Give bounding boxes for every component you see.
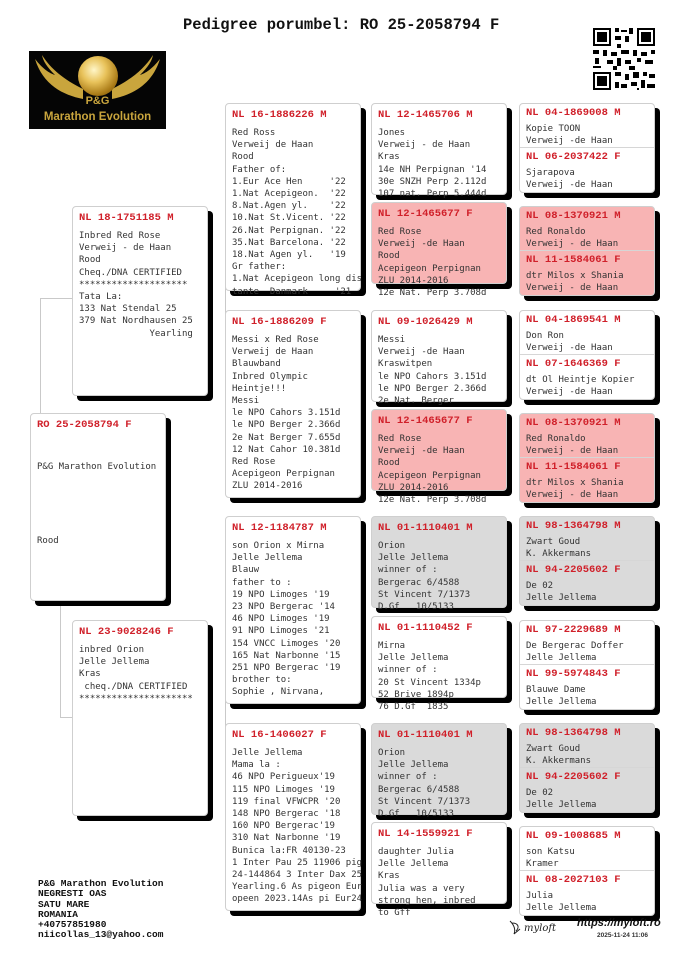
ring-number: NL 04-1869541 M [526,314,621,326]
detail-line: winner of : [378,565,438,576]
detail-line: son Orion x Mirna [232,541,325,551]
detail-line: le NPO Berger 2.366d [232,420,341,431]
detail-line: 19 NPO Limoges '19 [232,589,330,600]
detail-line: 10.Nat St.Vicent. '22 [232,213,346,224]
detail-line: Mirna [378,641,406,651]
card-details [526,787,648,811]
card-details [378,433,500,506]
detail-line: ZLU 2014-2016 [378,275,449,286]
detail-line: winner of : [378,772,438,783]
detail-line: Jelle Jellema [378,760,449,771]
card-details [232,540,354,699]
detail-line: Kopie TOON [526,124,581,134]
detail-line: Rood [378,458,400,469]
great-great-grandparent-pair [519,413,655,503]
detail-line: Messi [232,396,260,407]
detail-line: 310 Nat Narbonne '19 [232,833,341,844]
detail-line: 165 Nat Narbonne '15 [232,650,341,661]
detail-line: Rood [232,152,254,163]
detail-line: Rood [378,251,400,262]
great-grandparent-card[interactable] [371,310,507,407]
detail-line: Jelle Jellema [526,653,597,663]
ring-number: NL 12-1465706 M [378,109,473,121]
card-details [378,540,500,613]
detail-line: brother to: [232,675,292,686]
detail-line: Bunica la:FR 40130-23 [232,845,346,856]
ring-number: NL 01-1110452 F [378,622,473,634]
detail-line: 12e Nat. Perp 3.708d [378,495,487,506]
card-details [526,330,648,354]
detail-line: ********************* [79,693,193,704]
detail-line: Jelle Jellema [378,553,449,564]
card-details [526,743,648,767]
grandparent-card[interactable] [225,723,361,911]
detail-line: 133 Nat Stendal 25 [79,304,177,315]
detail-line: 8.Nat.Agen yl. '22 [232,201,346,212]
great-great-grandparent-card[interactable] [520,207,654,251]
detail-line: ******************** [79,279,188,290]
detail-line: St Vincent 7/1373 [378,589,471,600]
detail-line: Verweij -de Haan [526,387,613,397]
qr-code-icon [591,26,657,92]
detail-line: Red Ronaldo [526,227,586,237]
detail-line: daughter Julia [378,847,454,857]
detail-line: Don Ron [526,331,564,341]
card-details [526,433,648,457]
ring-number: NL 12-1465677 F [378,208,473,220]
card-details [378,640,500,713]
detail-line: 76 D.Gf 1835 [378,702,449,713]
connector-dam-gp [208,570,226,800]
detail-line: Kras [378,152,400,163]
detail-line: Verweij - de Haan [79,243,172,254]
detail-line: Verweij -de Haan [526,136,613,146]
detail-line: Julia was a very [378,883,465,894]
detail-line: 119 final VFWCPR '20 [232,796,341,807]
detail-line: ZLU 2014-2016 [378,482,449,493]
card-details [526,890,648,914]
detail-line: Acepigeon Perpignan [378,470,481,481]
myloft-wordmark: myloft [524,923,557,934]
detail-line: Verweij - de Haan [526,490,619,500]
detail-line: 1.Eur Ace Hen '22 [232,176,346,187]
detail-line: 46 NPO Limoges '19 [232,614,330,625]
ring-number: NL 09-1008685 M [526,830,621,842]
ring-number: NL 01-1110401 M [378,729,473,741]
ring-number: NL 94-2205602 F [526,771,621,783]
detail-line: Red Ronaldo [526,434,586,444]
ring-number: NL 04-1869008 M [526,107,621,119]
great-great-grandparent-card[interactable] [520,871,654,915]
detail-line: D.Gf 10/5133 [378,809,454,820]
ring-number: NL 97-2229689 M [526,624,621,636]
great-grandparent-card[interactable] [371,202,507,299]
subject-card[interactable] [30,413,166,601]
card-details [526,477,648,501]
ring-number: NL 12-1184787 M [232,522,327,534]
detail-line: winner of : [378,665,438,676]
ring-number: NL 14-1559921 F [378,828,473,840]
great-great-grandparent-pair [519,103,655,193]
detail-line: ZLU 2014-2016 [232,481,303,492]
ring-number: NL 01-1110401 M [378,522,473,534]
detail-line: Heintje!!! [232,383,287,394]
ring-number: NL 08-1370921 M [526,210,621,222]
ring-number: NL 16-1886209 F [232,316,327,328]
ring-number: NL 12-1465677 F [378,415,473,427]
detail-line: Inbred Olympic [232,371,308,382]
detail-line: K. Akkermans [526,549,592,559]
great-great-grandparent-pair [519,723,655,813]
detail-line: son Katsu [526,847,575,857]
detail-line: Rood [79,255,101,266]
great-great-grandparent-card[interactable] [520,724,654,768]
detail-line: Jelle Jellema [526,593,597,603]
detail-line: 154 VNCC Limoges '20 [232,638,341,649]
detail-line: Bergerac 6/4588 [378,784,460,795]
connector-subject-dam [60,600,72,718]
detail-line: K. Akkermans [526,756,592,766]
card-details [526,167,648,191]
detail-line: 251 NPO Bergerac '19 [232,663,341,674]
myloft-logo [508,917,568,937]
detail-line: 26.Nat Perpignan. '22 [232,225,346,236]
dam-card[interactable] [72,620,208,816]
detail-line: Zwart Goud [526,744,581,754]
detail-line: dt Ol Heintje Kopier [526,375,635,385]
card-details [79,230,201,340]
detail-line: Sophie , Nirvana, [232,687,325,698]
great-grandparent-card[interactable] [371,103,507,200]
detail-line: Verweij -de Haan [526,180,613,190]
detail-line: NEGRESTI OAS [38,888,107,900]
great-great-grandparent-pair [519,826,655,916]
detail-line: Acepigeon Perpignan [378,263,481,274]
detail-line: Blauw [232,565,260,576]
owner-address [38,879,163,941]
detail-line: Orion [378,748,406,758]
great-great-grandparent-card[interactable] [520,414,654,458]
detail-line: Tata La: [79,292,123,303]
connector-sire-gp [208,160,226,400]
detail-line: Father of: [232,164,287,175]
detail-line: Verweij -de Haan [526,343,613,353]
card-details [378,127,500,200]
detail-line: Blauwband [232,359,281,370]
detail-line: niicollas_13@yahoo.com [38,929,164,941]
detail-line: 2e Nat Berger 7.655d [232,432,341,443]
detail-line: 91 NPO Limoges '21 [232,626,330,637]
great-grandparent-card[interactable] [371,822,507,919]
ring-number: NL 94-2205602 F [526,564,621,576]
detail-line: Verweij - de Haan [526,239,619,249]
great-great-grandparent-card[interactable] [520,148,654,192]
detail-line: Red Rose [378,227,422,237]
detail-line: Verweij -de Haan [378,446,465,457]
detail-line: Jelle Jellema [526,903,597,913]
detail-line: Jones [378,128,406,138]
detail-line: 35.Nat Barcelona. '22 [232,237,346,248]
detail-line: 23 NPO Bergerac '14 [232,602,335,613]
detail-line: Blauwe Dame [526,685,586,695]
detail-line: Gr father: [232,262,287,273]
kennel-logo [29,51,166,129]
card-details [526,846,648,870]
detail-line: inbred Orion [79,645,145,655]
detail-line: 46 NPO Perigueux'19 [232,772,335,783]
great-great-grandparent-card[interactable] [520,251,654,295]
detail-line: strong hen, inbred [378,895,476,906]
detail-line: 18.Nat Agen yl. '19 [232,250,346,261]
detail-line: 148 NPO Bergerac '18 [232,809,341,820]
print-timestamp: 2025-11-24 11:06 [597,932,648,939]
detail-line: to Gff [378,908,411,919]
detail-line: Kras [79,669,101,680]
detail-line: Jelle Jellema [378,653,449,664]
logo-text-bottom: Marathon Evolution [43,111,152,123]
ring-number: NL 99-5974843 F [526,668,621,680]
detail-line: 24-144864 3 Inter Dax 25 [232,870,363,881]
detail-line: 1.Nat Acepigeon. '22 [232,189,346,200]
card-details [526,226,648,250]
ring-number: NL 09-1026429 M [378,316,473,328]
great-great-grandparent-card[interactable] [520,621,654,665]
detail-line: Verweij -de Haan [378,347,465,358]
card-details [79,644,201,705]
card-details [526,580,648,604]
logo-text-top: P&G [85,95,110,107]
detail-line: 30e SNZH Perp 2.112d [378,176,487,187]
detail-line: 12 Nat Cahor 10.381d [232,444,341,455]
page-title: Pedigree porumbel: RO 25-2058794 F [183,16,500,34]
great-grandparent-card[interactable] [371,723,507,820]
detail-line: 160 NPO Bergerac'19 [232,821,335,832]
ring-number: NL 08-1370921 M [526,417,621,429]
detail-line: father to : [232,577,292,588]
detail-line: cheq./DNA CERTIFIED [79,681,188,692]
detail-line: Verweij - de Haan [526,446,619,456]
ring-number: NL 18-1751185 M [79,212,174,224]
great-great-grandparent-card[interactable] [520,517,654,561]
detail-line: Inbred Red Rose [79,231,161,241]
detail-line: Red Rose [232,457,276,468]
detail-line: Red Rose [378,434,422,444]
connector-subject-sire [40,298,72,414]
great-great-grandparent-card[interactable] [520,768,654,812]
card-details [378,334,500,407]
great-grandparent-card[interactable] [371,616,507,713]
card-details [378,747,500,820]
great-great-grandparent-pair [519,206,655,296]
detail-line: 379 Nat Nordhausen 25 [79,316,193,327]
detail-line: P&G Marathon Evolution [37,462,157,473]
detail-line: le NPO Cahors 3.151d [232,408,341,419]
detail-line: Jelle Jellema [526,800,597,810]
ring-number: NL 98-1364798 M [526,727,621,739]
card-details [526,374,648,398]
detail-line: tante Danmark '21 [232,286,352,297]
detail-line: Verweij - de Haan [378,140,471,151]
detail-line: Verweij - de Haan [526,283,619,293]
ring-number: NL 11-1584061 F [526,254,621,266]
globe-icon [78,56,118,96]
detail-line: P&G Marathon Evolution [38,878,164,889]
detail-line: SATU MARE [38,898,90,910]
great-great-grandparent-pair [519,310,655,400]
card-details [526,536,648,560]
detail-line: le NPO Cahors 3.151d [378,371,487,382]
card-details [526,684,648,708]
detail-line: le NPO Berger 2.366d [378,383,487,394]
card-details [526,270,648,294]
detail-line: dtr Milos x Shania [526,271,624,281]
detail-line: Verweij de Haan [232,140,314,151]
detail-line: Yearling [79,328,193,339]
detail-line: Orion [378,541,406,551]
detail-line: D.Gf 10/5133 [378,602,454,613]
detail-line: Jelle Jellema [79,657,150,668]
detail-line: dtr Milos x Shania [526,478,624,488]
great-great-grandparent-card[interactable] [520,355,654,399]
great-great-grandparent-card[interactable] [520,311,654,355]
myloft-link[interactable]: https://myloft.ro [577,917,661,929]
detail-line: Jelle Jellema [232,553,303,564]
detail-line: 14e NH Perpignan '14 [378,164,487,175]
ring-number: NL 16-1406027 F [232,729,327,741]
detail-line: Acepigeon Perpignan [232,469,335,480]
detail-line: Jelle Jellema [526,697,597,707]
detail-line [37,498,159,510]
great-great-grandparent-card[interactable] [520,458,654,502]
great-grandparent-card[interactable] [371,409,507,506]
great-great-grandparent-card[interactable] [520,561,654,605]
great-great-grandparent-card[interactable] [520,104,654,148]
detail-line: Red Ross [232,128,276,138]
detail-line: Bergerac 6/4588 [378,577,460,588]
card-details [232,127,363,298]
detail-line: De Bergerac Doffer [526,641,624,651]
sire-card[interactable] [72,206,208,396]
detail-line: Verweij de Haan [232,347,314,358]
ring-number: NL 16-1886226 M [232,109,327,121]
detail-line: Yearling.6 As pigeon Eur [232,882,363,893]
card-details [526,640,648,664]
ring-number: NL 06-2037422 F [526,151,621,163]
detail-line: 115 NPO Limoges '19 [232,784,335,795]
detail-line: opeen 2023.14As pi Eur24 [232,894,363,905]
detail-line: 20 St Vincent 1334p [378,677,481,688]
grandparent-card[interactable] [225,310,361,498]
ring-number: NL 23-9028246 F [79,626,174,638]
ring-number: RO 25-2058794 F [37,419,132,431]
detail-line: Cheq./DNA CERTIFIED [79,267,182,278]
detail-line: 1 Inter Pau 25 11906 pig [232,857,363,868]
detail-line: +40757851980 [38,919,107,931]
ring-number: NL 08-2027103 F [526,874,621,886]
detail-line: Messi x Red Rose [232,335,319,345]
detail-line: 12e Nat. Perp 3.708d [378,288,487,299]
card-details [37,437,159,571]
great-great-grandparent-pair [519,516,655,606]
detail-line: Kraswitpen [378,359,433,370]
detail-line: Messi [378,335,406,345]
great-great-grandparent-card[interactable] [520,665,654,709]
detail-line: Kramer [526,859,559,869]
ring-number: NL 98-1364798 M [526,520,621,532]
detail-line: Jelle Jellema [378,859,449,870]
card-details [378,226,500,299]
detail-line: 107 nat. Perp 5.444d [378,189,487,200]
detail-line: Rood [37,535,59,546]
detail-line: Kras [378,871,400,882]
great-great-grandparent-card[interactable] [520,827,654,871]
detail-line: Mama la : [232,760,281,771]
great-great-grandparent-pair [519,620,655,710]
detail-line: ROMANIA [38,908,78,920]
detail-line: 1.Nat Acepigeon long dis [232,274,363,285]
detail-line: 2e Nat. Berger [378,396,454,407]
detail-line: Sjarapova [526,168,575,178]
detail-line: Zwart Goud [526,537,581,547]
card-details [526,123,648,147]
detail-line: Julia [526,891,554,901]
detail-line: St Vincent 7/1373 [378,796,471,807]
detail-line: De 02 [526,581,554,591]
card-details [232,747,363,906]
card-details [232,334,354,493]
ring-number: NL 07-1646369 F [526,358,621,370]
ring-number: NL 11-1584061 F [526,461,621,473]
detail-line: De 02 [526,788,554,798]
detail-line: Jelle Jellema [232,748,303,758]
detail-line: Verweij -de Haan [378,239,465,250]
grandparent-card[interactable] [225,516,361,704]
grandparent-card[interactable] [225,103,363,297]
great-grandparent-card[interactable] [371,516,507,613]
card-details [378,846,500,919]
detail-line: 52 Brive 1894p [378,689,454,700]
